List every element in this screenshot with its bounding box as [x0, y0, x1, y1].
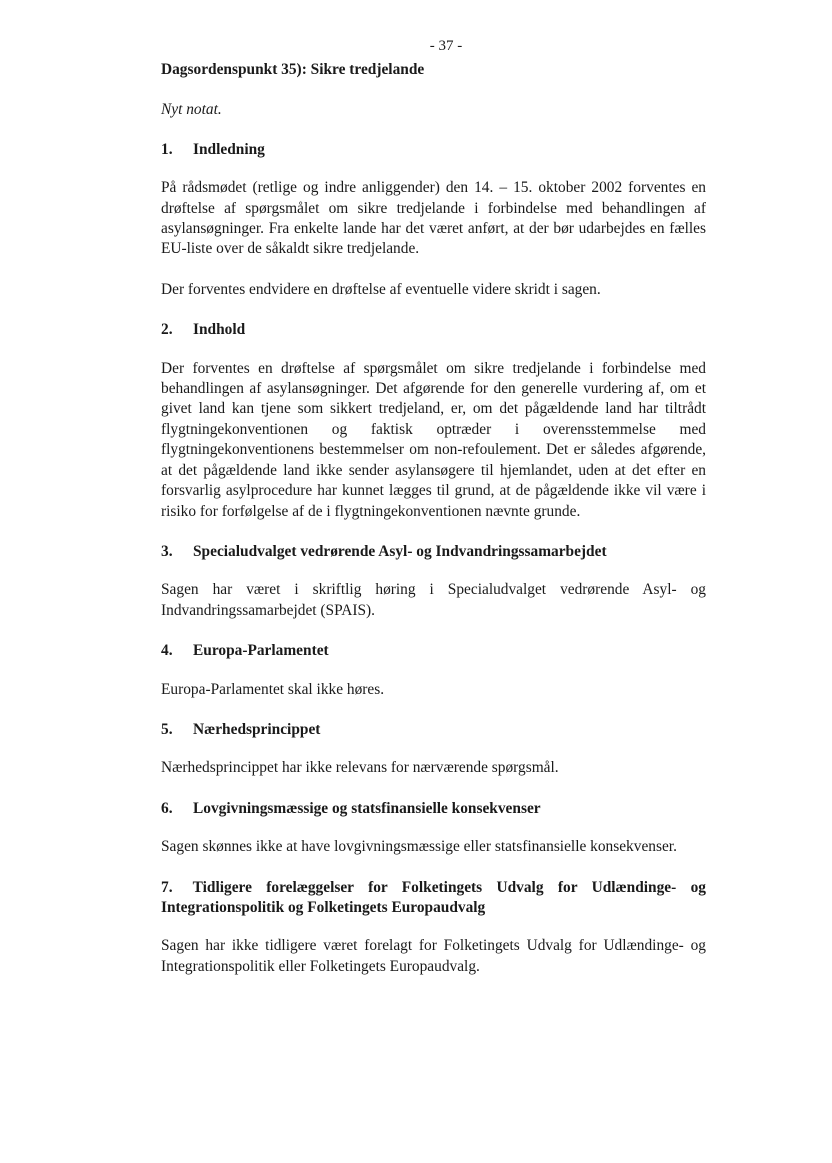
page-number: - 37 -	[429, 38, 463, 54]
section-subsidiarity	[161, 720, 706, 779]
paragraph: Der forventes en drøftelse af spørgsmålet om sikre tredjelande i forbindelse med behandlingen af asylansøgninger. Det afgørende for den generelle vurdering af, om et givet land kan tjene som sikkert tredjeland, er, om det pågældende land har tiltrådt flygtningekonventionen og faktisk optræder i overensstemmelse med flygtningekonventionens bestemmelser om non-refoulement. Det er således afgørende, at det pågældende land ikke sender asylansøgere til hjemlandet, uden at det efter en forsvarlig asylprocedure har kunnet lægges til grund, at de pågældende ikke vil være i risiko for forfølgelse af de i flygtningekonventionen nævnte grunde.	[161, 359, 706, 520]
section-title: Indhold	[193, 321, 246, 339]
section-title: Indledning	[193, 140, 265, 158]
agenda-title: Dagsordenspunkt 35): Sikre tredjelande	[161, 61, 425, 78]
paragraph: Sagen skønnes ikke at have lovgivningsmæssige eller statsfinansielle konsekvenser.	[161, 838, 677, 856]
section-number: 1.	[161, 140, 173, 158]
section-introduction	[161, 140, 706, 300]
paragraph: Sagen har været i skriftlig høring i Specialudvalget vedrørende Asyl- og Indvandringssamarbejdet (SPAIS).	[161, 581, 706, 619]
section-number: 7.	[161, 878, 173, 896]
paragraph: Europa-Parlamentet skal ikke høres.	[161, 680, 385, 698]
section-european-parliament	[161, 641, 706, 700]
section-title: Tidligere forelæggelser for Folketingets Udvalg for Udlændinge- og Integrationspolitik og Folketingets Europaudvalg	[161, 878, 706, 916]
section-heading	[161, 720, 706, 740]
section-number: 4.	[161, 642, 173, 660]
section-title: Lovgivningsmæssige og statsfinansielle konsekvenser	[193, 799, 541, 817]
section-special-committee	[161, 542, 706, 621]
paragraph: Sagen har ikke tidligere været forelagt for Folketingets Udvalg for Udlændinge- og Integrationspolitik eller Folketingets Europaudvalg.	[161, 937, 706, 975]
paragraph: På rådsmødet (retlige og indre anliggender) den 14. – 15. oktober 2002 forventes en drøftelse af spørgsmålet om sikre tredjelande i forbindelse med behandlingen af asylansøgninger. Fra enkelte lande har det været anført, at der bør udarbejdes en fælles EU-liste over de såkaldt sikre tredjelande.	[161, 179, 706, 258]
section-previous-presentations	[161, 878, 706, 978]
note-label: Nyt notat.	[161, 101, 222, 119]
section-consequences	[161, 799, 706, 858]
section-title: Nærhedsprincippet	[193, 720, 321, 738]
section-content	[161, 320, 706, 522]
paragraph: Der forventes endvidere en drøftelse af eventuelle videre skridt i sagen.	[161, 280, 601, 298]
section-heading	[161, 878, 706, 919]
section-heading	[161, 799, 706, 819]
section-number: 6.	[161, 799, 173, 817]
section-heading	[161, 140, 706, 160]
document-body	[161, 60, 706, 997]
section-title: Specialudvalget vedrørende Asyl- og Indvandringssamarbejdet	[193, 542, 607, 560]
section-number: 3.	[161, 542, 173, 560]
section-title: Europa-Parlamentet	[193, 642, 329, 660]
section-heading	[161, 542, 706, 562]
section-number: 2.	[161, 321, 173, 339]
section-heading	[161, 320, 706, 340]
section-heading	[161, 641, 706, 661]
paragraph: Nærhedsprincippet har ikke relevans for nærværende spørgsmål.	[161, 759, 559, 777]
section-number: 5.	[161, 720, 173, 738]
